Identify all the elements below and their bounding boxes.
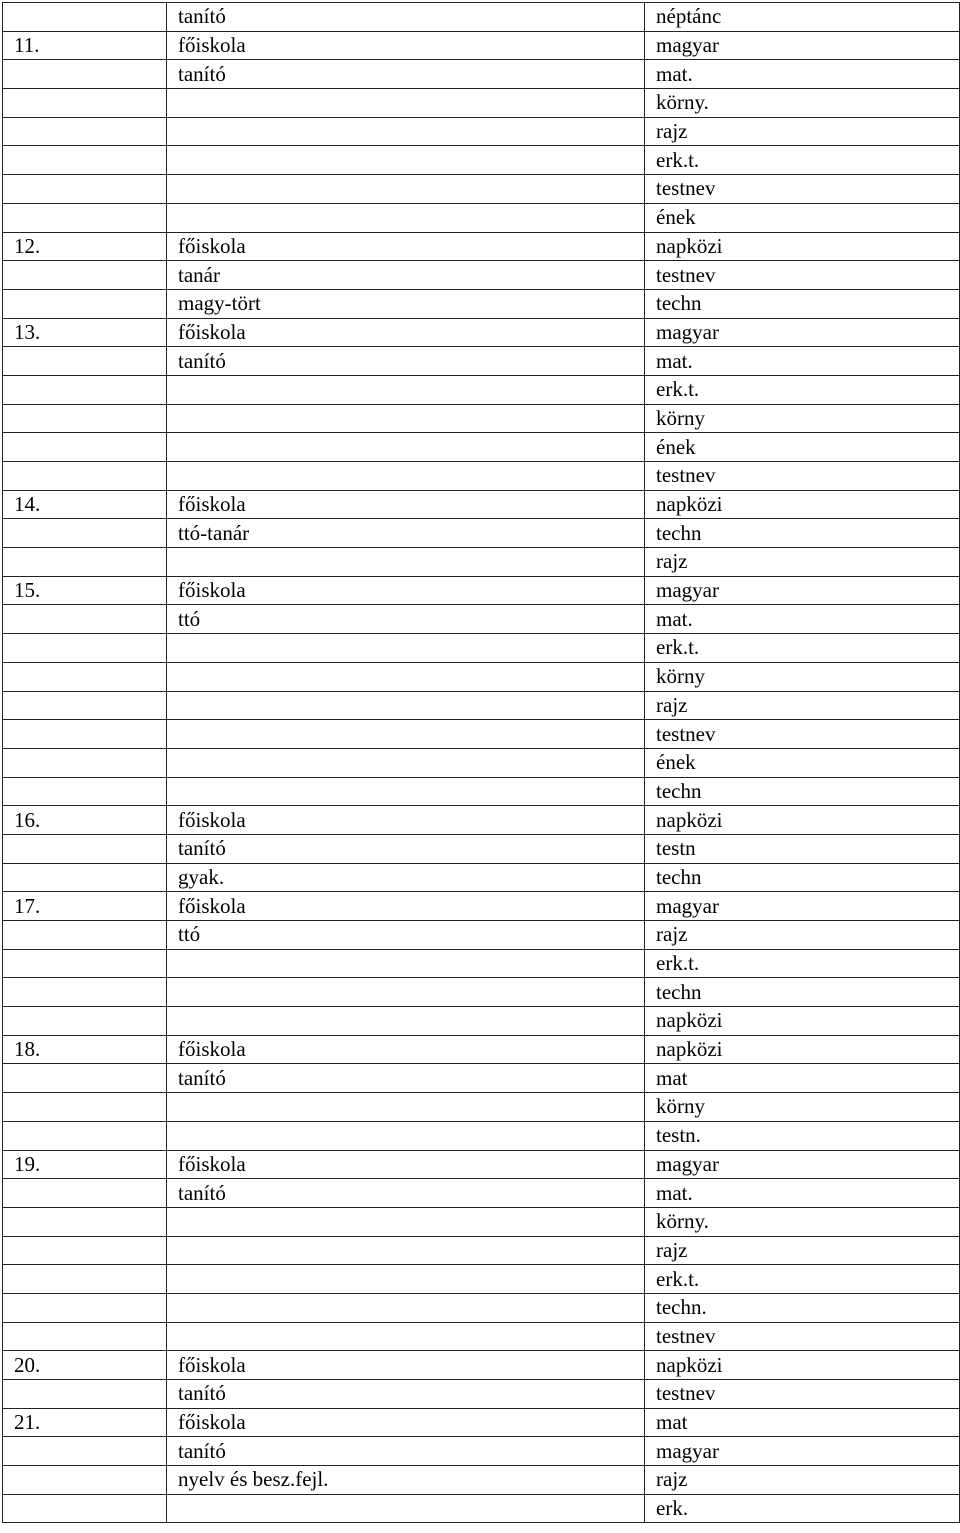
subject-cell: erk.t. bbox=[645, 146, 960, 175]
subject-cell: magyar bbox=[645, 1437, 960, 1466]
qualification-cell bbox=[167, 1093, 645, 1122]
subject-cell: mat. bbox=[645, 347, 960, 376]
table-row bbox=[3, 117, 960, 146]
qualification-cell: ttó bbox=[167, 605, 645, 634]
table-row bbox=[3, 1207, 960, 1236]
row-number-cell bbox=[3, 1179, 167, 1208]
qualification-cell bbox=[167, 1207, 645, 1236]
table-row bbox=[3, 289, 960, 318]
table-row bbox=[3, 347, 960, 376]
qualification-cell bbox=[167, 375, 645, 404]
row-number-cell bbox=[3, 117, 167, 146]
qualification-cell bbox=[167, 548, 645, 577]
qualification-cell: főiskola bbox=[167, 490, 645, 519]
table-body bbox=[3, 3, 960, 1523]
row-number-cell: 19. bbox=[3, 1150, 167, 1179]
row-number-cell: 13. bbox=[3, 318, 167, 347]
table-row bbox=[3, 634, 960, 663]
qualification-cell bbox=[167, 175, 645, 204]
row-number-cell: 17. bbox=[3, 892, 167, 921]
table-row bbox=[3, 89, 960, 118]
table-row bbox=[3, 175, 960, 204]
row-number-cell bbox=[3, 1007, 167, 1036]
subject-cell: mat. bbox=[645, 1179, 960, 1208]
subject-cell: napközi bbox=[645, 806, 960, 835]
qualification-cell bbox=[167, 146, 645, 175]
table-row bbox=[3, 146, 960, 175]
subject-cell: techn. bbox=[645, 1293, 960, 1322]
subject-cell: ének bbox=[645, 748, 960, 777]
subject-cell: techn bbox=[645, 519, 960, 548]
qualification-cell: főiskola bbox=[167, 1351, 645, 1380]
row-number-cell bbox=[3, 748, 167, 777]
qualification-cell: tanító bbox=[167, 834, 645, 863]
subject-cell: mat bbox=[645, 1064, 960, 1093]
table-row bbox=[3, 748, 960, 777]
table-row bbox=[3, 892, 960, 921]
row-number-cell: 20. bbox=[3, 1351, 167, 1380]
table-row bbox=[3, 1121, 960, 1150]
table-row bbox=[3, 863, 960, 892]
row-number-cell bbox=[3, 978, 167, 1007]
qualification-cell: főiskola bbox=[167, 1408, 645, 1437]
qualification-cell bbox=[167, 777, 645, 806]
teacher-subject-table bbox=[2, 2, 960, 1523]
table-row bbox=[3, 3, 960, 32]
row-number-cell bbox=[3, 691, 167, 720]
qualification-cell bbox=[167, 1494, 645, 1523]
subject-cell: magyar bbox=[645, 1150, 960, 1179]
qualification-cell: ttó-tanár bbox=[167, 519, 645, 548]
qualification-cell: főiskola bbox=[167, 576, 645, 605]
subject-cell: techn bbox=[645, 777, 960, 806]
row-number-cell bbox=[3, 1322, 167, 1351]
table-row bbox=[3, 490, 960, 519]
row-number-cell bbox=[3, 834, 167, 863]
row-number-cell bbox=[3, 1380, 167, 1409]
qualification-cell bbox=[167, 748, 645, 777]
table-row bbox=[3, 404, 960, 433]
table-row bbox=[3, 232, 960, 261]
qualification-cell bbox=[167, 978, 645, 1007]
row-number-cell: 15. bbox=[3, 576, 167, 605]
table-row bbox=[3, 1179, 960, 1208]
table-row bbox=[3, 318, 960, 347]
table-row bbox=[3, 1265, 960, 1294]
row-number-cell bbox=[3, 146, 167, 175]
subject-cell: napközi bbox=[645, 232, 960, 261]
qualification-cell: tanító bbox=[167, 1064, 645, 1093]
row-number-cell bbox=[3, 203, 167, 232]
row-number-cell bbox=[3, 634, 167, 663]
subject-cell: néptánc bbox=[645, 3, 960, 32]
subject-cell: rajz bbox=[645, 921, 960, 950]
row-number-cell bbox=[3, 1466, 167, 1495]
subject-cell: ének bbox=[645, 203, 960, 232]
qualification-cell: főiskola bbox=[167, 31, 645, 60]
row-number-cell bbox=[3, 863, 167, 892]
table-row bbox=[3, 1007, 960, 1036]
subject-cell: magyar bbox=[645, 576, 960, 605]
subject-cell: techn bbox=[645, 289, 960, 318]
subject-cell: ének bbox=[645, 433, 960, 462]
qualification-cell: főiskola bbox=[167, 892, 645, 921]
row-number-cell: 14. bbox=[3, 490, 167, 519]
subject-cell: rajz bbox=[645, 1466, 960, 1495]
table-row bbox=[3, 433, 960, 462]
table-row bbox=[3, 1408, 960, 1437]
subject-cell: körny bbox=[645, 662, 960, 691]
row-number-cell bbox=[3, 1265, 167, 1294]
qualification-cell bbox=[167, 89, 645, 118]
row-number-cell bbox=[3, 1293, 167, 1322]
row-number-cell: 18. bbox=[3, 1035, 167, 1064]
subject-cell: mat bbox=[645, 1408, 960, 1437]
subject-cell: erk. bbox=[645, 1494, 960, 1523]
subject-cell: testnev bbox=[645, 720, 960, 749]
table-row bbox=[3, 720, 960, 749]
qualification-cell bbox=[167, 1293, 645, 1322]
qualification-cell: tanító bbox=[167, 1179, 645, 1208]
qualification-cell bbox=[167, 1121, 645, 1150]
qualification-cell bbox=[167, 433, 645, 462]
row-number-cell bbox=[3, 921, 167, 950]
subject-cell: testnev bbox=[645, 1322, 960, 1351]
table-row bbox=[3, 1380, 960, 1409]
subject-cell: techn bbox=[645, 978, 960, 1007]
qualification-cell: tanító bbox=[167, 347, 645, 376]
subject-cell: napközi bbox=[645, 490, 960, 519]
table-row bbox=[3, 691, 960, 720]
row-number-cell bbox=[3, 261, 167, 290]
subject-cell: erk.t. bbox=[645, 375, 960, 404]
qualification-cell: tanár bbox=[167, 261, 645, 290]
table-row bbox=[3, 1494, 960, 1523]
row-number-cell bbox=[3, 1207, 167, 1236]
subject-cell: erk.t. bbox=[645, 949, 960, 978]
subject-cell: erk.t. bbox=[645, 634, 960, 663]
qualification-cell: főiskola bbox=[167, 1035, 645, 1064]
table-row bbox=[3, 1322, 960, 1351]
subject-cell: rajz bbox=[645, 1236, 960, 1265]
qualification-cell: magy-tört bbox=[167, 289, 645, 318]
row-number-cell bbox=[3, 548, 167, 577]
subject-cell: magyar bbox=[645, 31, 960, 60]
qualification-cell: ttó bbox=[167, 921, 645, 950]
table-row bbox=[3, 978, 960, 1007]
table-row bbox=[3, 1466, 960, 1495]
row-number-cell bbox=[3, 289, 167, 318]
row-number-cell: 11. bbox=[3, 31, 167, 60]
row-number-cell bbox=[3, 404, 167, 433]
subject-cell: körny. bbox=[645, 1207, 960, 1236]
row-number-cell bbox=[3, 1437, 167, 1466]
table-row bbox=[3, 605, 960, 634]
subject-cell: napközi bbox=[645, 1351, 960, 1380]
table-row bbox=[3, 519, 960, 548]
row-number-cell bbox=[3, 175, 167, 204]
row-number-cell bbox=[3, 519, 167, 548]
row-number-cell bbox=[3, 60, 167, 89]
row-number-cell bbox=[3, 720, 167, 749]
row-number-cell bbox=[3, 1093, 167, 1122]
subject-cell: körny bbox=[645, 1093, 960, 1122]
row-number-cell bbox=[3, 662, 167, 691]
row-number-cell bbox=[3, 462, 167, 491]
table-row bbox=[3, 662, 960, 691]
row-number-cell bbox=[3, 347, 167, 376]
qualification-cell bbox=[167, 462, 645, 491]
qualification-cell: nyelv és besz.fejl. bbox=[167, 1466, 645, 1495]
subject-cell: rajz bbox=[645, 691, 960, 720]
qualification-cell bbox=[167, 949, 645, 978]
subject-cell: testn. bbox=[645, 1121, 960, 1150]
subject-cell: rajz bbox=[645, 548, 960, 577]
subject-cell: testnev bbox=[645, 462, 960, 491]
row-number-cell: 12. bbox=[3, 232, 167, 261]
row-number-cell bbox=[3, 949, 167, 978]
table-row bbox=[3, 1035, 960, 1064]
qualification-cell bbox=[167, 203, 645, 232]
table-row bbox=[3, 31, 960, 60]
subject-cell: techn bbox=[645, 863, 960, 892]
table-row bbox=[3, 1150, 960, 1179]
qualification-cell bbox=[167, 720, 645, 749]
table-row bbox=[3, 1236, 960, 1265]
qualification-cell: főiskola bbox=[167, 1150, 645, 1179]
qualification-cell bbox=[167, 117, 645, 146]
table-row bbox=[3, 576, 960, 605]
qualification-cell bbox=[167, 1007, 645, 1036]
qualification-cell bbox=[167, 662, 645, 691]
qualification-cell: tanító bbox=[167, 1437, 645, 1466]
subject-cell: napközi bbox=[645, 1007, 960, 1036]
qualification-cell: főiskola bbox=[167, 318, 645, 347]
table-row bbox=[3, 777, 960, 806]
subject-cell: rajz bbox=[645, 117, 960, 146]
row-number-cell: 16. bbox=[3, 806, 167, 835]
row-number-cell bbox=[3, 89, 167, 118]
subject-cell: testnev bbox=[645, 1380, 960, 1409]
table-row bbox=[3, 548, 960, 577]
table-row bbox=[3, 462, 960, 491]
row-number-cell bbox=[3, 3, 167, 32]
qualification-cell: főiskola bbox=[167, 232, 645, 261]
row-number-cell bbox=[3, 1494, 167, 1523]
row-number-cell: 21. bbox=[3, 1408, 167, 1437]
table-row bbox=[3, 949, 960, 978]
table-row bbox=[3, 1351, 960, 1380]
table-row bbox=[3, 60, 960, 89]
table-row bbox=[3, 1064, 960, 1093]
table-row bbox=[3, 261, 960, 290]
row-number-cell bbox=[3, 777, 167, 806]
table-row bbox=[3, 375, 960, 404]
qualification-cell bbox=[167, 404, 645, 433]
qualification-cell bbox=[167, 634, 645, 663]
row-number-cell bbox=[3, 605, 167, 634]
qualification-cell bbox=[167, 1322, 645, 1351]
qualification-cell: tanító bbox=[167, 60, 645, 89]
qualification-cell bbox=[167, 691, 645, 720]
table-row bbox=[3, 806, 960, 835]
subject-cell: testnev bbox=[645, 261, 960, 290]
qualification-cell: gyak. bbox=[167, 863, 645, 892]
subject-cell: magyar bbox=[645, 318, 960, 347]
table-row bbox=[3, 1293, 960, 1322]
subject-cell: magyar bbox=[645, 892, 960, 921]
qualification-cell: tanító bbox=[167, 1380, 645, 1409]
row-number-cell bbox=[3, 375, 167, 404]
table-row bbox=[3, 1093, 960, 1122]
subject-cell: mat. bbox=[645, 60, 960, 89]
qualification-cell bbox=[167, 1236, 645, 1265]
row-number-cell bbox=[3, 1236, 167, 1265]
row-number-cell bbox=[3, 433, 167, 462]
subject-cell: körny. bbox=[645, 89, 960, 118]
subject-cell: körny bbox=[645, 404, 960, 433]
subject-cell: testnev bbox=[645, 175, 960, 204]
table-row bbox=[3, 203, 960, 232]
qualification-cell: főiskola bbox=[167, 806, 645, 835]
qualification-cell bbox=[167, 1265, 645, 1294]
row-number-cell bbox=[3, 1064, 167, 1093]
row-number-cell bbox=[3, 1121, 167, 1150]
subject-cell: mat. bbox=[645, 605, 960, 634]
table-row bbox=[3, 1437, 960, 1466]
subject-cell: napközi bbox=[645, 1035, 960, 1064]
subject-cell: erk.t. bbox=[645, 1265, 960, 1294]
table-row bbox=[3, 921, 960, 950]
subject-cell: testn bbox=[645, 834, 960, 863]
qualification-cell: tanító bbox=[167, 3, 645, 32]
table-row bbox=[3, 834, 960, 863]
